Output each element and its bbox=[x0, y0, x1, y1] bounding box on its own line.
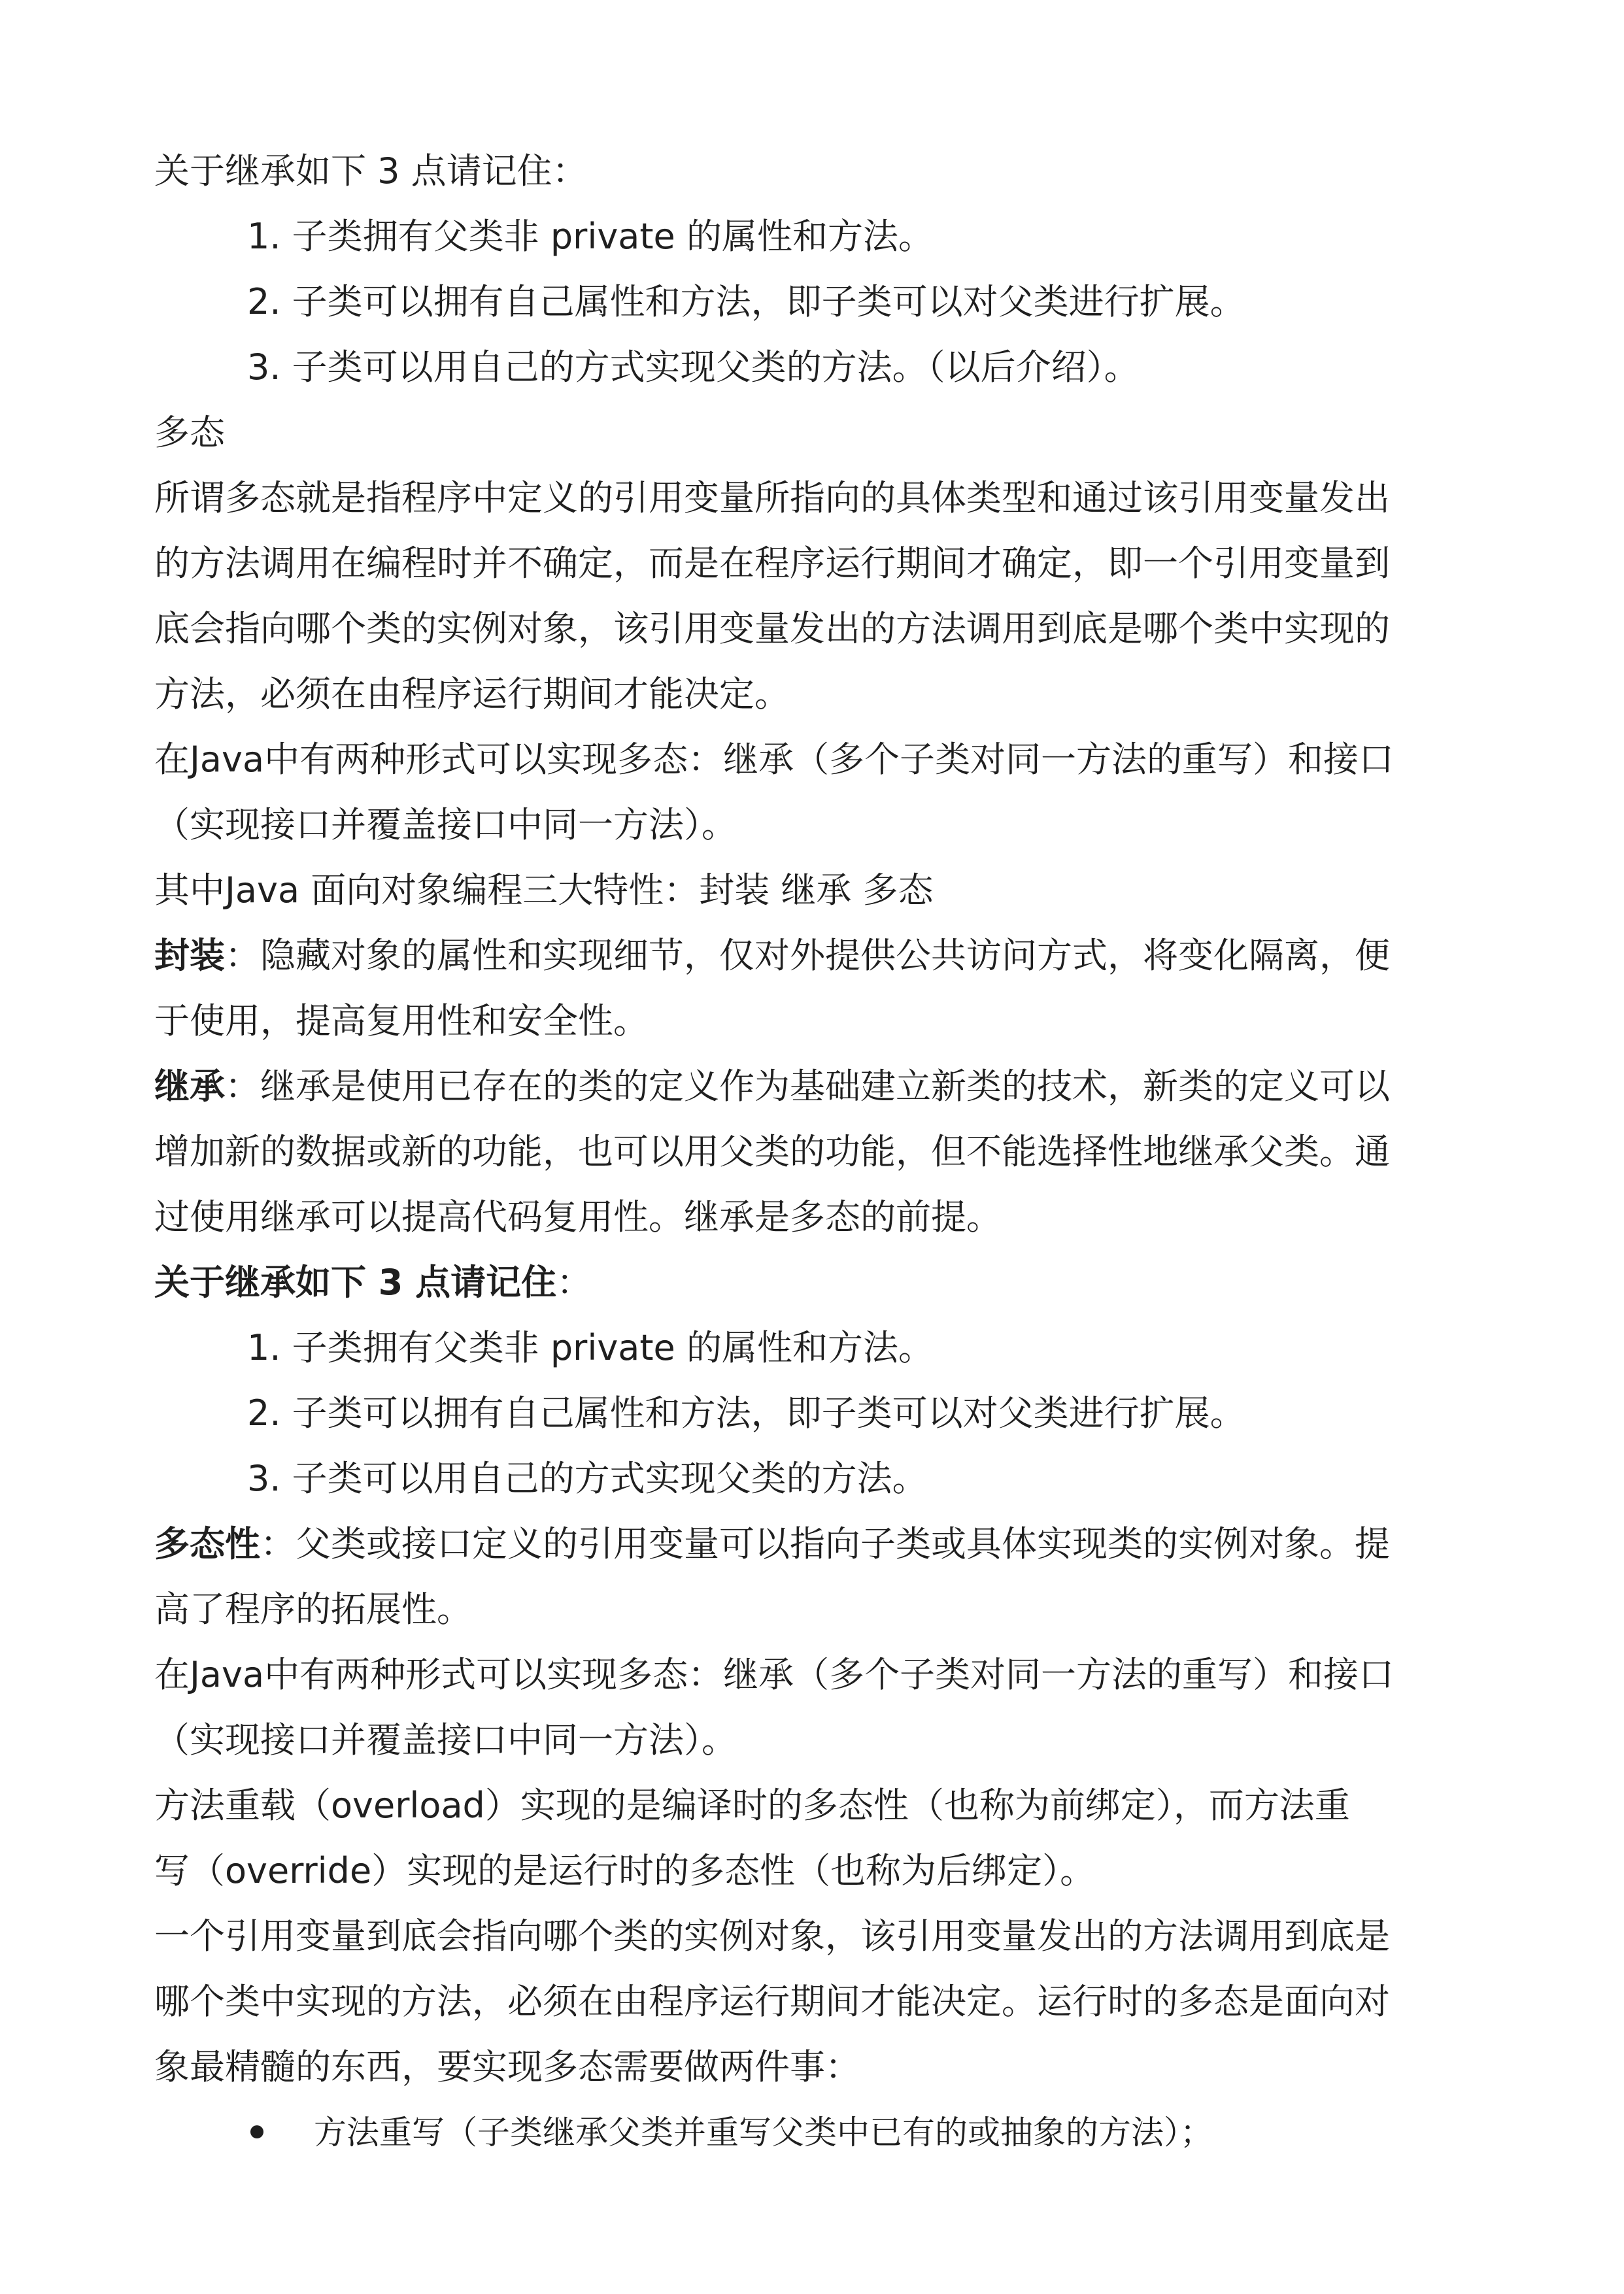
polymorphism-prop-line-2: 高了程序的拓展性。 bbox=[154, 1589, 472, 1630]
encapsulation-term: 封装 bbox=[154, 935, 225, 976]
section1-item-2: 2. 子类可以拥有自己属性和方法，即子类可以对父类进行扩展。 bbox=[247, 281, 1245, 322]
three-features: 其中Java 面向对象编程三大特性：封装 继承 多态 bbox=[154, 869, 934, 911]
polymorphism-def-line-4: 方法，必须在由程序运行期间才能决定。 bbox=[154, 673, 790, 715]
overload-line-2: 写（override）实现的是运行时的多态性（也称为后绑定）。 bbox=[154, 1850, 1096, 1891]
bullet-item-1: 方法重写（子类继承父类并重写父类中已有的或抽象的方法）； bbox=[314, 2114, 1213, 2151]
section2-item-1: 1. 子类拥有父类非 private 的属性和方法。 bbox=[247, 1327, 934, 1368]
section2-item-3: 3. 子类可以用自己的方式实现父类的方法。 bbox=[247, 1458, 928, 1499]
encapsulation-line-1: 封装：隐藏对象的属性和实现细节，仅对外提供公共访问方式，将变化隔离，便 bbox=[154, 935, 1390, 976]
runtime-line-2: 哪个类中实现的方法，必须在由程序运行期间才能决定。运行时的多态是面向对 bbox=[154, 1981, 1390, 2022]
section1-item-3: 3. 子类可以用自己的方式实现父类的方法。（以后介绍）。 bbox=[247, 346, 1140, 388]
java-forms2-line-1: 在Java中有两种形式可以实现多态：继承（多个子类对同一方法的重写）和接口 bbox=[154, 1654, 1395, 1695]
java-forms-line-1: 在Java中有两种形式可以实现多态：继承（多个子类对同一方法的重写）和接口 bbox=[154, 739, 1395, 780]
polymorphism-prop-line-1: 多态性：父类或接口定义的引用变量可以指向子类或具体实现类的实例对象。提 bbox=[154, 1523, 1390, 1564]
section2-heading: 关于继承如下 3 点请记住： bbox=[154, 1262, 592, 1303]
bullet-dot-icon bbox=[250, 2125, 263, 2138]
java-forms-line-2: （实现接口并覆盖接口中同一方法）。 bbox=[154, 804, 737, 845]
inheritance-line-3: 过使用继承可以提高代码复用性。继承是多态的前提。 bbox=[154, 1196, 1002, 1238]
section1-item-1: 1. 子类拥有父类非 private 的属性和方法。 bbox=[247, 216, 934, 257]
section1-heading: 关于继承如下 3 点请记住： bbox=[154, 150, 588, 192]
section2-item-2: 2. 子类可以拥有自己属性和方法，即子类可以对父类进行扩展。 bbox=[247, 1392, 1245, 1434]
runtime-line-1: 一个引用变量到底会指向哪个类的实例对象，该引用变量发出的方法调用到底是 bbox=[154, 1915, 1390, 1957]
polymorphism-prop-term: 多态性 bbox=[154, 1523, 260, 1564]
inheritance-line-2: 增加新的数据或新的功能，也可以用父类的功能，但不能选择性地继承父类。通 bbox=[154, 1131, 1390, 1172]
polymorphism-def-line-2: 的方法调用在编程时并不确定，而是在程序运行期间才确定，即一个引用变量到 bbox=[154, 543, 1390, 584]
polymorphism-def-line-1: 所谓多态就是指程序中定义的引用变量所指向的具体类型和通过该引用变量发出 bbox=[154, 477, 1390, 518]
java-forms2-line-2: （实现接口并覆盖接口中同一方法）。 bbox=[154, 1719, 737, 1761]
inheritance-term: 继承 bbox=[154, 1066, 225, 1107]
encapsulation-line-2: 于使用，提高复用性和安全性。 bbox=[154, 1000, 649, 1041]
runtime-line-3: 象最精髓的东西，要实现多态需要做两件事： bbox=[154, 2046, 860, 2087]
inheritance-line-1: 继承：继承是使用已存在的类的定义作为基础建立新类的技术，新类的定义可以 bbox=[154, 1066, 1390, 1107]
polymorphism-def-line-3: 底会指向哪个类的实例对象，该引用变量发出的方法调用到底是哪个类中实现的 bbox=[154, 608, 1390, 649]
overload-line-1: 方法重载（overload）实现的是编译时的多态性（也称为前绑定），而方法重 bbox=[154, 1785, 1350, 1826]
polymorphism-title: 多态 bbox=[154, 412, 225, 453]
